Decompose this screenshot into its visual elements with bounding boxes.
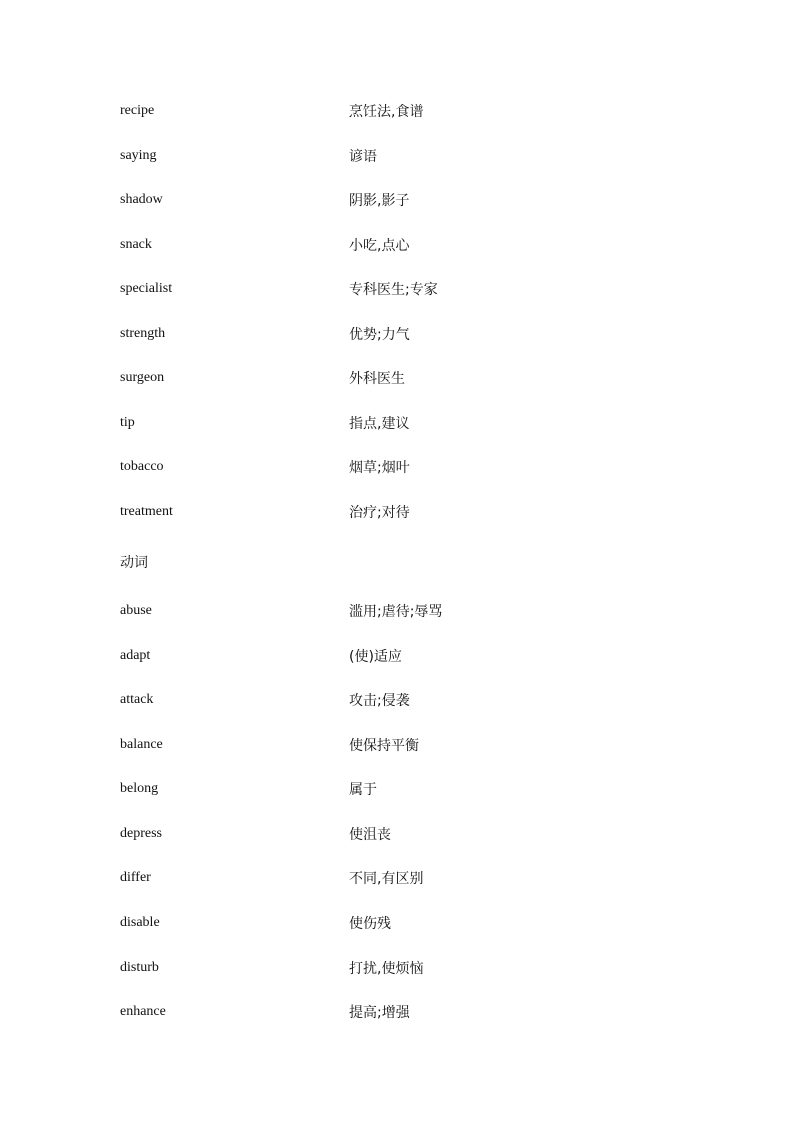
vocab-meaning: 优势;力气 bbox=[349, 327, 410, 343]
vocab-row bbox=[120, 234, 680, 256]
vocab-meaning: 谚语 bbox=[349, 149, 377, 165]
vocab-word: tip bbox=[120, 415, 135, 430]
vocab-word: abuse bbox=[120, 603, 152, 618]
vocab-word: saying bbox=[120, 148, 157, 163]
vocab-meaning: 使沮丧 bbox=[349, 827, 391, 843]
vocab-word: specialist bbox=[120, 281, 173, 296]
vocab-meaning: 属于 bbox=[349, 782, 377, 798]
vocab-row bbox=[120, 867, 680, 889]
vocab-word: snack bbox=[120, 237, 152, 252]
vocab-word: shadow bbox=[120, 192, 163, 207]
vocab-row bbox=[120, 501, 680, 523]
vocab-word: differ bbox=[120, 870, 151, 885]
vocab-meaning: 治疗;对待 bbox=[349, 505, 410, 521]
vocab-word: belong bbox=[120, 781, 159, 796]
vocab-word: strength bbox=[120, 326, 166, 341]
vocab-row bbox=[120, 645, 680, 667]
vocab-row bbox=[120, 957, 680, 979]
vocab-meaning: (使)适应 bbox=[349, 649, 402, 665]
vocab-word: disturb bbox=[120, 960, 159, 975]
vocab-meaning: 指点,建议 bbox=[349, 416, 410, 432]
vocab-row bbox=[120, 189, 680, 211]
vocab-row bbox=[120, 778, 680, 800]
vocab-word: surgeon bbox=[120, 370, 165, 385]
vocab-row bbox=[120, 100, 680, 122]
vocab-meaning: 烹饪法,食谱 bbox=[349, 104, 424, 120]
vocab-meaning: 使保持平衡 bbox=[349, 738, 419, 754]
vocab-row bbox=[120, 323, 680, 345]
vocab-meaning: 外科医生 bbox=[349, 371, 405, 387]
vocab-word: recipe bbox=[120, 103, 155, 118]
vocab-meaning: 专科医生;专家 bbox=[349, 282, 438, 298]
vocab-row bbox=[120, 689, 680, 711]
vocab-row bbox=[120, 278, 680, 300]
vocab-meaning: 阴影,影子 bbox=[349, 193, 410, 209]
section-heading-verbs: 动词 bbox=[120, 555, 148, 571]
vocab-word: treatment bbox=[120, 504, 173, 519]
vocab-row bbox=[120, 456, 680, 478]
vocab-row bbox=[120, 1001, 680, 1023]
vocab-row bbox=[120, 823, 680, 845]
vocab-word: attack bbox=[120, 692, 154, 707]
vocab-meaning: 打扰,使烦恼 bbox=[349, 961, 424, 977]
vocab-row bbox=[120, 912, 680, 934]
vocab-word: depress bbox=[120, 826, 162, 841]
vocab-word: balance bbox=[120, 737, 163, 752]
vocab-word: adapt bbox=[120, 648, 151, 663]
vocab-meaning: 使伤残 bbox=[349, 916, 391, 932]
vocab-meaning: 烟草;烟叶 bbox=[349, 460, 410, 476]
vocab-meaning: 小吃,点心 bbox=[349, 238, 410, 254]
vocab-meaning: 不同,有区别 bbox=[349, 871, 424, 887]
vocab-row bbox=[120, 367, 680, 389]
vocab-word: disable bbox=[120, 915, 160, 930]
vocab-meaning: 攻击;侵袭 bbox=[349, 693, 410, 709]
vocab-row bbox=[120, 600, 680, 622]
vocab-row bbox=[120, 145, 680, 167]
vocab-meaning: 滥用;虐待;辱骂 bbox=[349, 604, 443, 620]
vocab-meaning: 提高;增强 bbox=[349, 1005, 410, 1021]
vocab-word: enhance bbox=[120, 1004, 166, 1019]
vocab-row bbox=[120, 734, 680, 756]
vocab-row bbox=[120, 412, 680, 434]
vocab-word: tobacco bbox=[120, 459, 164, 474]
